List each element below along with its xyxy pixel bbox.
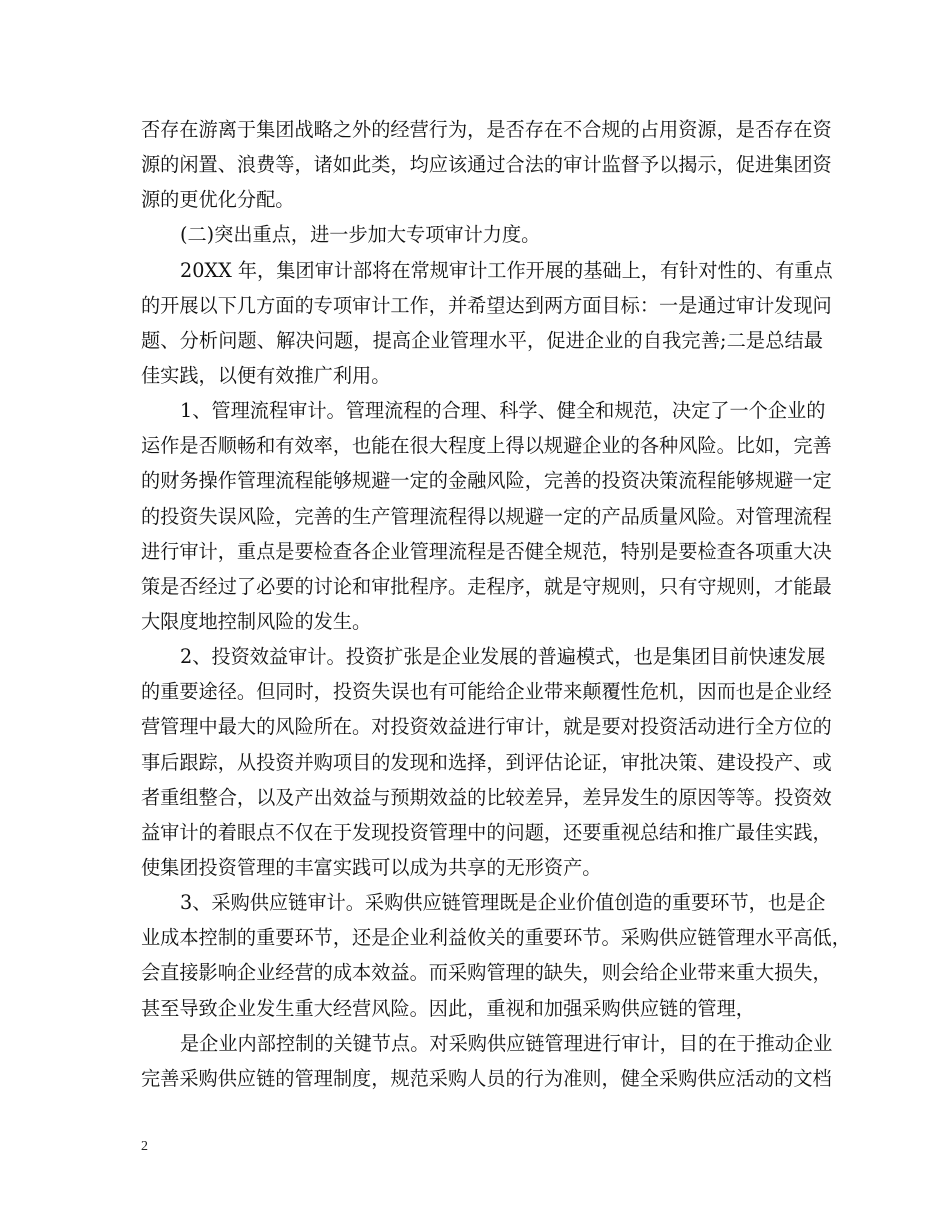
text-line: 题、分析问题、解决问题，提高企业管理水平，促进企业的自我完善;二是总结最: [141, 328, 823, 352]
text-line: 完善采购供应链的管理制度，规范采购人员的行为准则，健全采购供应活动的文档: [141, 1066, 832, 1090]
page-number: 2: [141, 1139, 148, 1154]
text-line: 1、管理流程审计。管理流程的合理、科学、健全和规范，决定了一个企业的: [180, 399, 826, 423]
text-line: 佳实践，以便有效推广利用。: [141, 363, 391, 387]
text-line: 营管理中最大的风险所在。对投资效益进行审计，就是要对投资活动进行全方位的: [141, 715, 832, 739]
text-line: 会直接影响企业经营的成本效益。而采购管理的缺失，则会给企业带来重大损失，: [141, 961, 832, 985]
text-line: 者重组整合，以及产出效益与预期效益的比较差异，差异发生的原因等等。投资效: [141, 785, 832, 809]
text-line: 使集团投资管理的丰富实践可以成为共享的无形资产。: [141, 855, 602, 879]
text-line: 3、采购供应链审计。采购供应链管理既是企业价值创造的重要环节，也是企: [180, 891, 826, 915]
text-line: 益审计的着眼点不仅在于发现投资管理中的问题，还要重视总结和推广最佳实践，: [141, 820, 832, 844]
text-line: 策是否经过了必要的讨论和审批程序。走程序，就是守规则，只有守规则，才能最: [141, 574, 832, 598]
text-line: 运作是否顺畅和有效率，也能在很大程度上得以规避企业的各种风险。比如，完善: [141, 434, 832, 458]
text-line: 大限度地控制风险的发生。: [141, 609, 372, 633]
text-line: 的开展以下几方面的专项审计工作，并希望达到两方面目标：一是通过审计发现问: [141, 293, 832, 317]
section-heading: (二)突出重点，进一步加大专项审计力度。: [180, 223, 541, 247]
text-line: 业成本控制的重要环节，还是企业利益攸关的重要环节。采购供应链管理水平高低，: [141, 926, 851, 950]
text-line: 的财务操作管理流程能够规避一定的金融风险，完善的投资决策流程能够规避一定: [141, 469, 832, 493]
text-line: 的投资失误风险，完善的生产管理流程得以规避一定的产品质量风险。对管理流程: [141, 504, 832, 528]
text-line: 否存在游离于集团战略之外的经营行为，是否存在不合规的占用资源，是否存在资: [141, 118, 832, 141]
text-line: 20XX 年，集团审计部将在常规审计工作开展的基础上，有针对性的、有重点: [180, 258, 833, 282]
text-line: 进行审计，重点是要检查各企业管理流程是否健全规范，特别是要检查各项重大决: [141, 539, 832, 563]
text-line: 甚至导致企业发生重大经营风险。因此，重视和加强采购供应链的管理，: [141, 996, 755, 1020]
body-text: [141, 112, 851, 1096]
text-line: 的重要途径。但同时，投资失误也有可能给企业带来颠覆性危机，因而也是企业经: [141, 680, 832, 704]
text-line: 事后跟踪，从投资并购项目的发现和选择，到评估论证，审批决策、建设投产、或: [141, 750, 832, 774]
text-line: 2、投资效益审计。投资扩张是企业发展的普遍模式，也是集团目前快速发展: [180, 645, 826, 669]
text-line: 源的更优化分配。: [141, 188, 295, 212]
text-line: 源的闲置、浪费等，诸如此类，均应该通过合法的审计监督予以揭示，促进集团资: [141, 153, 832, 177]
text-line: 是企业内部控制的关键节点。对采购供应链管理进行审计，目的在于推动企业: [180, 1031, 833, 1055]
